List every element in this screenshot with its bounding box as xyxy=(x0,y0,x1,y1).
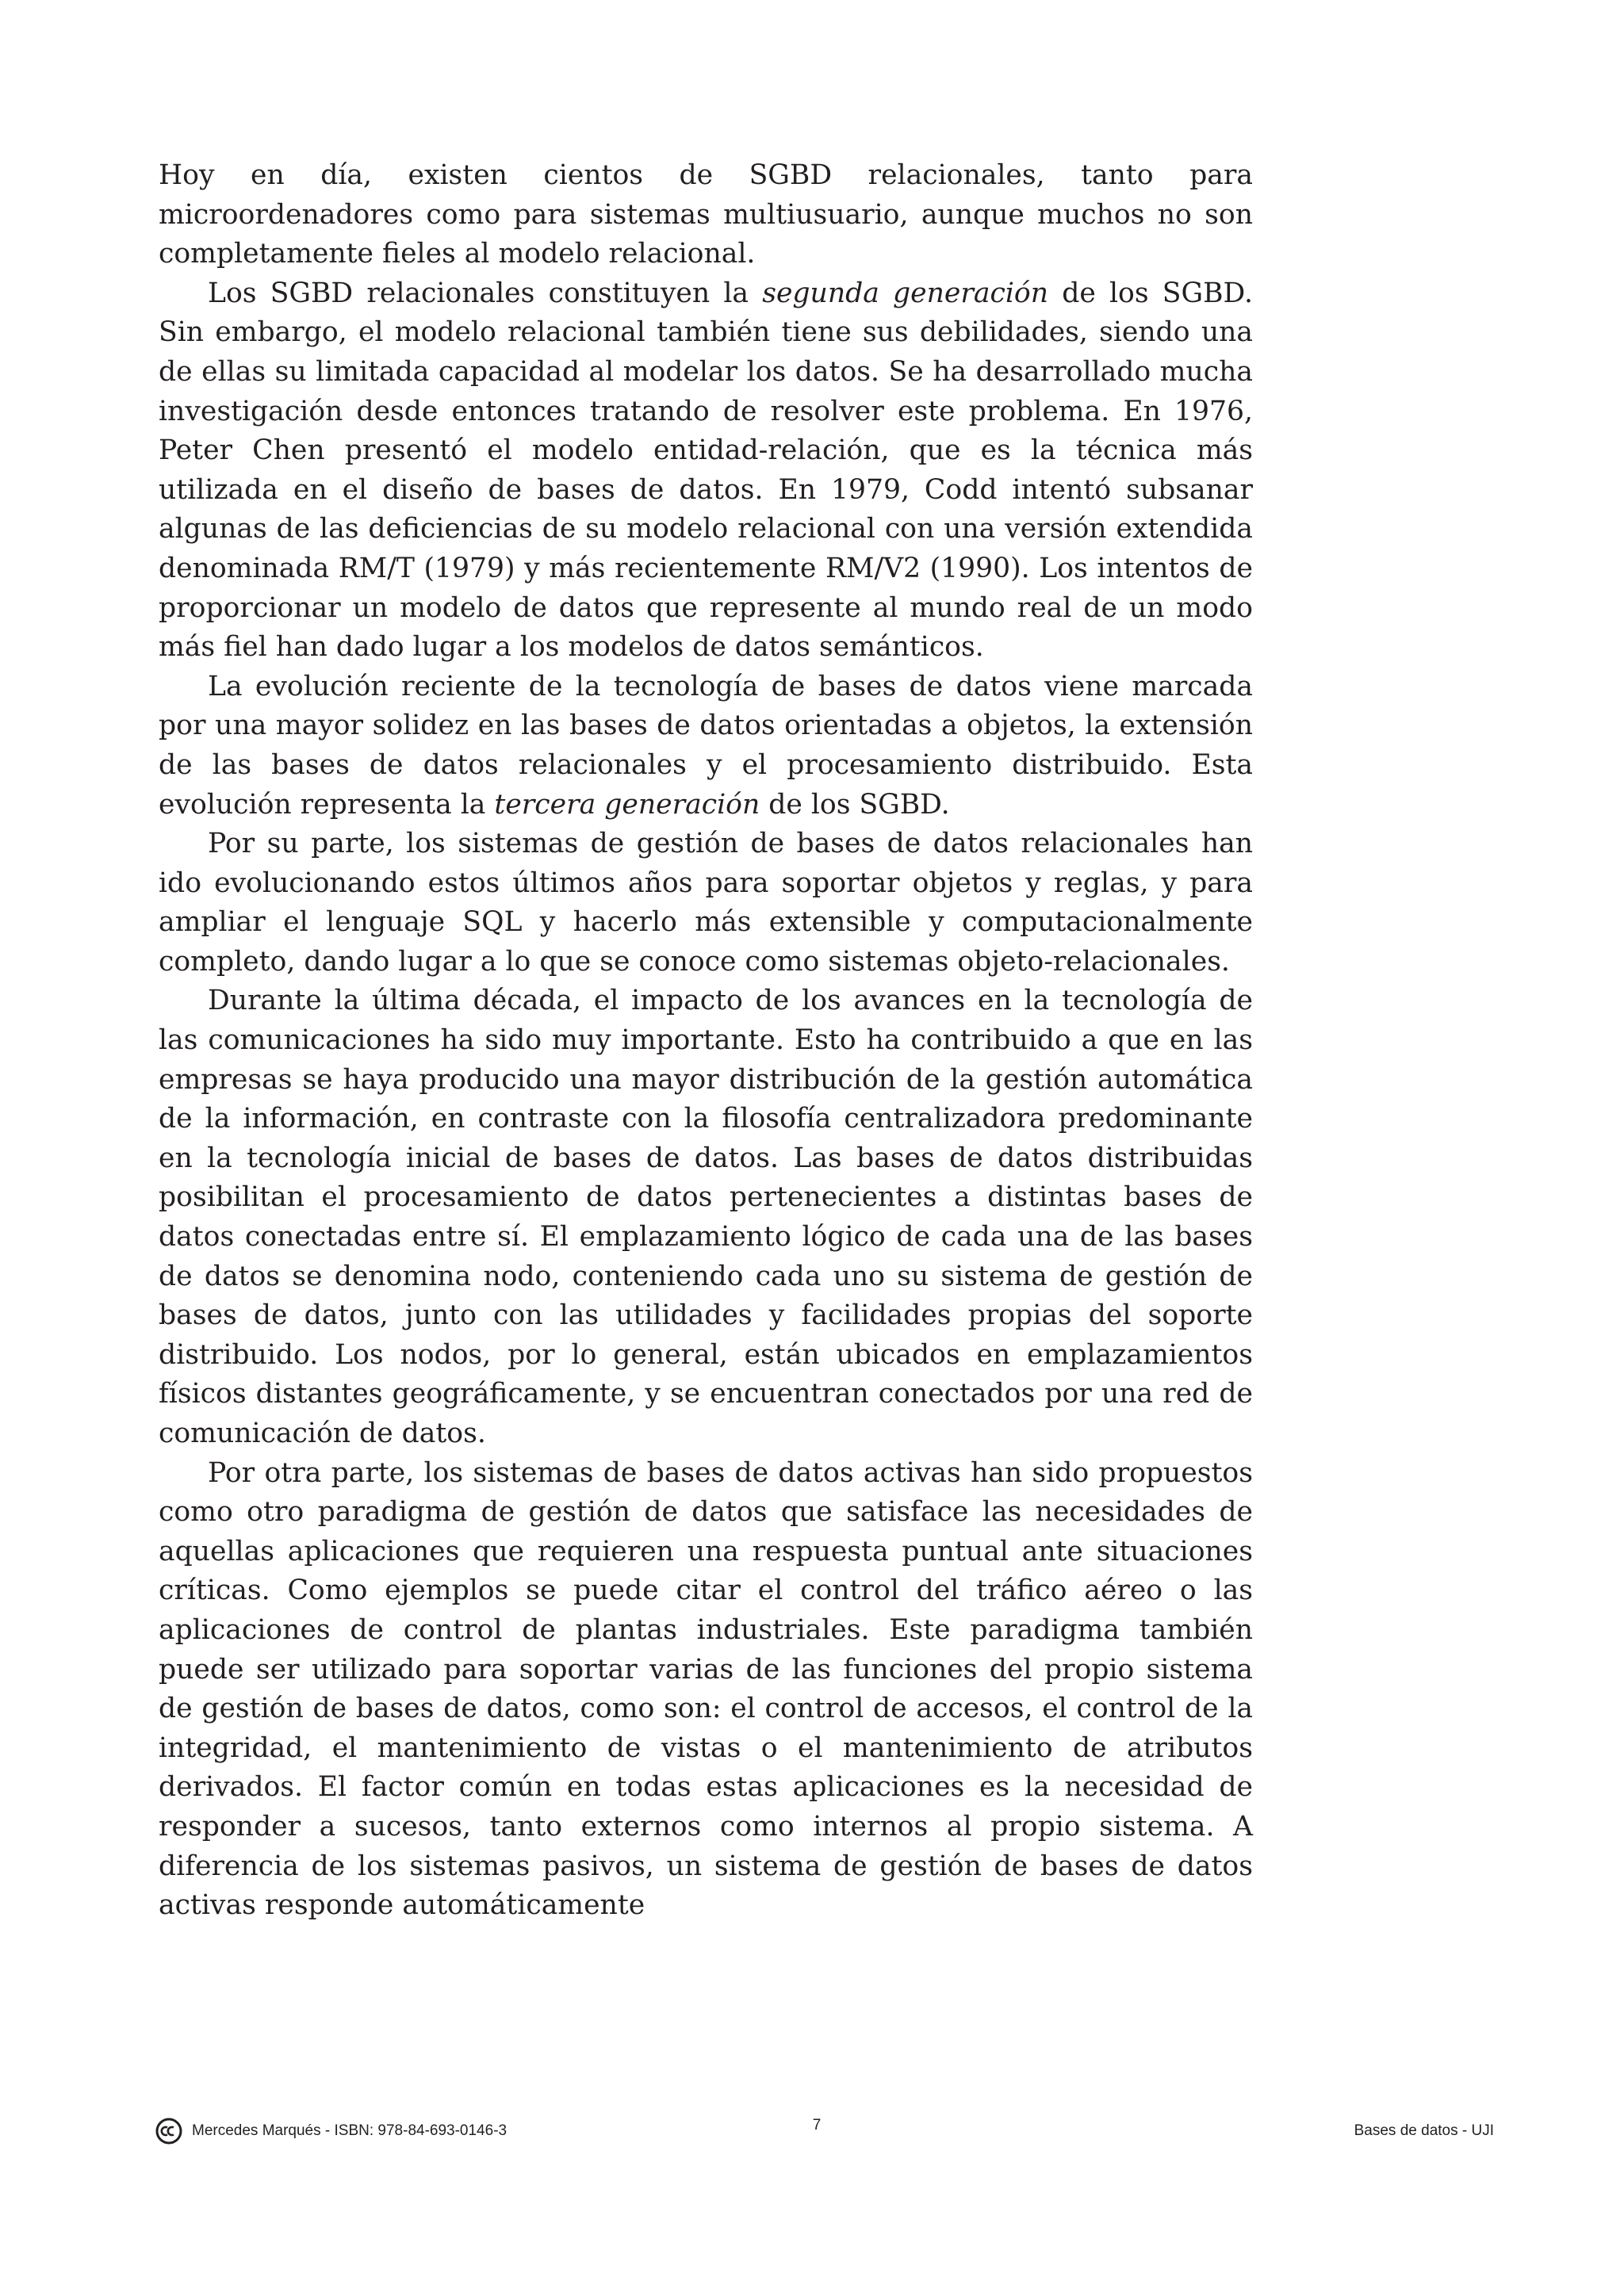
page-number: 7 xyxy=(812,2117,822,2133)
paragraph-4 xyxy=(159,825,1253,982)
paragraph-2 xyxy=(159,274,1253,668)
paragraph-3-emphasis: tercera generación xyxy=(494,788,760,821)
paragraph-4-text: Por su parte, los sistemas de gestión de bases de datos relacionales han ido evolucionando estos últimos años para soportar objetos y reglas, y para ampliar el lenguaje SQL y hacerlo más extensible y computacionalmente completo, dando lugar a lo que se conoce como sistemas objeto-relacionales. xyxy=(159,828,1253,978)
paragraph-6 xyxy=(159,1454,1253,1926)
paragraph-3-after: de los SGBD. xyxy=(760,788,950,821)
paragraph-6-text: Por otra parte, los sistemas de bases de datos activas han sido propuestos como otro paradigma de gestión de datos que satisface las necesidades de aquellas aplicaciones que requieren una respuesta puntual ante situaciones críticas. Como ejemplos se puede citar el control del tráfico aéreo o las aplicaciones de control de plantas industriales. Este paradigma también puede ser utilizado para soportar varias de las funciones del propio sistema de gestión de bases de datos, como son: el control de accesos, el control de la integridad, el mantenimiento de vistas o el mantenimiento de atributos derivados. El factor común en todas estas aplicaciones es la necesidad de responder a sucesos, tanto externos como internos al propio sistema. A diferencia de los sistemas pasivos, un sistema de gestión de bases de datos activas responde automáticamente xyxy=(159,1456,1253,1922)
paragraph-2-before: Los SGBD relacionales constituyen la xyxy=(208,277,763,309)
footer-publication: Bases de datos - UJI xyxy=(1354,2122,1494,2139)
paragraph-1 xyxy=(159,156,1253,274)
paragraph-1-text: Hoy en día, existen cientos de SGBD relacionales, tanto para microordenadores como para sistemas multiusuario, aunque muchos no son completamente fieles al modelo relacional. xyxy=(159,159,1253,270)
paragraph-3 xyxy=(159,668,1253,825)
body-text xyxy=(159,156,1253,1926)
paragraph-5-text: Durante la última década, el impacto de los avances en la tecnología de las comunicaciones ha sido muy importante. Esto ha contribuido a que en las empresas se haya producido una mayor distribución de la gestión automática de la información, en contraste con la filosofía centralizadora predominante en la tecnología inicial de bases de datos. Las bases de datos distribuidas posibilitan el procesamiento de datos pertenecientes a distintas bases de datos conectadas entre sí. El emplazamiento lógico de cada una de las bases de datos se denomina nodo, conteniendo cada uno su sistema de gestión de bases de datos, junto con las utilidades y facilidades propias del soporte distribuido. Los nodos, por lo general, están ubicados en emplazamientos físicos distantes geográficamente, y se encuentran conectados por una red de comunicación de datos. xyxy=(159,985,1253,1449)
footer-author-isbn: Mercedes Marqués - ISBN: 978-84-693-0146-3 xyxy=(192,2122,508,2139)
page-footer xyxy=(0,2117,1624,2149)
creative-commons-icon xyxy=(155,2118,182,2145)
paragraph-5 xyxy=(159,982,1253,1453)
paragraph-2-after: de los SGBD. Sin embargo, el modelo relacional también tiene sus debilidades, siendo una de ellas su limitada capacidad al modelar los datos. Se ha desarrollado mucha investigación desde entonces tratando de resolver este problema. En 1976, Peter Chen presentó el modelo entidad-relación, que es la técnica más utilizada en el diseño de bases de datos. En 1979, Codd intentó subsanar algunas de las deficiencias de su modelo relacional con una versión extendida denominada RM/T (1979) y más recientemente RM/V2 (1990). Los intentos de proporcionar un modelo de datos que represente al mundo real de un modo más fiel han dado lugar a los modelos de datos semánticos. xyxy=(159,277,1253,664)
paragraph-2-emphasis: segunda generación xyxy=(762,277,1049,309)
footer-left xyxy=(155,2117,507,2145)
paragraph-3-before: La evolución reciente de la tecnología de bases de datos viene marcada por una mayor solidez en las bases de datos orientadas a objetos, la extensión de las bases de datos relacionales y el procesamiento distribuido. Esta evolución representa la xyxy=(159,670,1253,821)
